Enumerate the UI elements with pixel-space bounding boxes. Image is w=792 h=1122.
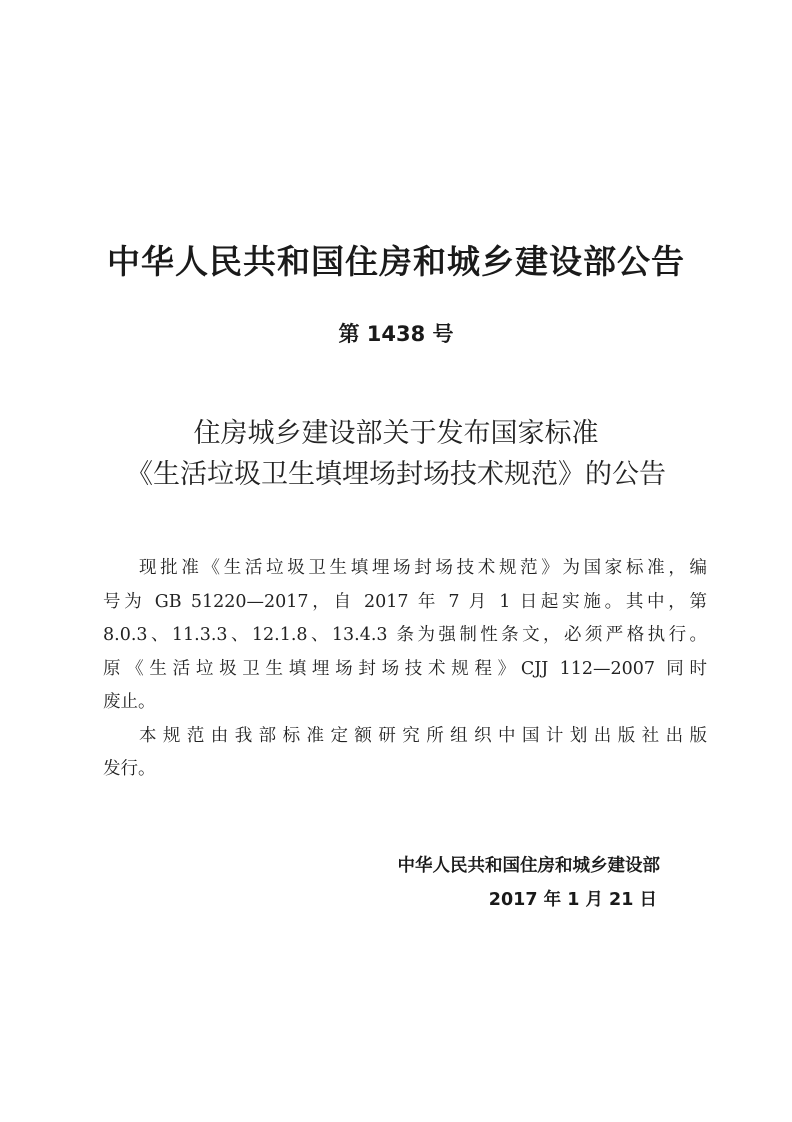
body-line: 号为 GB 51220—2017，自 2017 年 7 月 1 日起实施。其中，第	[103, 591, 707, 612]
body-line: 现批准《生活垃圾卫生填埋场封场技术规范》为国家标准，编	[139, 558, 707, 578]
body-line: 废止。	[103, 692, 156, 712]
body-paragraph	[103, 720, 707, 787]
issue-date: 2017 年 1 月 21 日	[488, 890, 657, 910]
body-line: 本规范由我部标准定额研究所组织中国计划出版社出版	[139, 725, 707, 746]
notice-number: 第 1438 号	[338, 322, 454, 346]
subject-line: 《生活垃圾卫生填埋场封场技术规范》的公告	[126, 459, 666, 490]
announcement-body	[103, 552, 707, 787]
signature-block	[398, 849, 661, 917]
issuer-name: 中华人民共和国住房和城乡建设部	[397, 856, 660, 876]
body-line: 8.0.3、11.3.3、12.1.8、13.4.3 条为强制性条文，必须严格执行。	[103, 625, 707, 645]
body-line: 原《生活垃圾卫生填埋场封场技术规程》CJJ 112—2007 同时	[103, 658, 707, 679]
announcement-subject	[60, 413, 732, 495]
ministry-announcement-title: 中华人民共和国住房和城乡建设部公告	[107, 242, 685, 281]
body-line: 发行。	[103, 759, 156, 779]
body-paragraph	[103, 552, 707, 720]
subject-line: 住房城乡建设部关于发布国家标准	[193, 418, 599, 449]
